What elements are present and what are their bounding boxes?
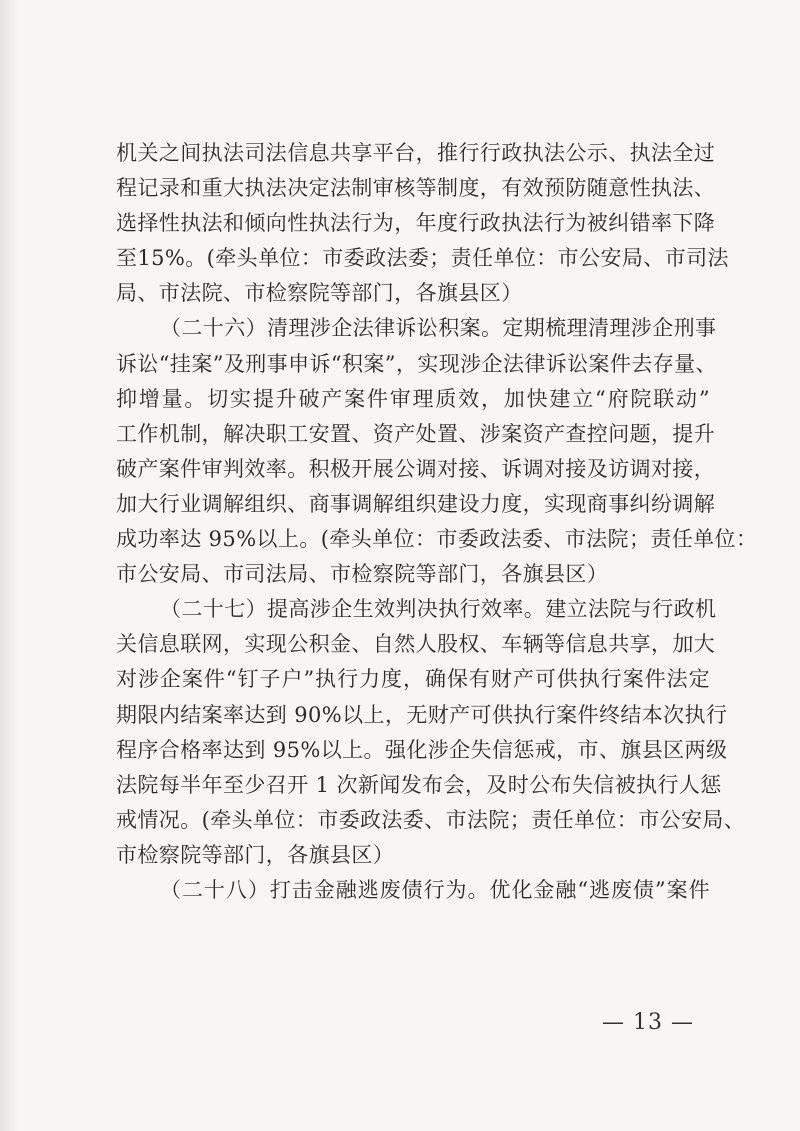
section-heading-28: （二十八）打击金融逃废债行为。优化金融“逃废债”案件 [160, 877, 710, 902]
text-line: 程记录和重大执法决定法制审核等制度，有效预防随意性执法、 [116, 176, 716, 201]
text-line: 法院每半年至少召开 1 次新闻发布会，及时公布失信被执行人惩 [116, 772, 722, 797]
text-line: 戒情况。(牵头单位：市委政法委、市法院；责任单位：市公安局、 [116, 807, 746, 832]
text-line: 期限内结案率达到 90%以上，无财产可供执行案件终结本次执行 [116, 702, 728, 727]
body-text [116, 136, 758, 908]
text-line: 程序合格率达到 95%以上。强化涉企失信惩戒，市、旗县区两级 [116, 737, 728, 762]
text-line: 工作机制，解决职工安置、资产处置、涉案资产查控问题，提升 [116, 421, 716, 446]
text-line: 抑增量。切实提升破产案件审理质效，加快建立“府院联动” [116, 386, 710, 411]
text-line: 至15%。(牵头单位：市委政法委；责任单位：市公安局、市司法 [116, 246, 729, 271]
text-line: 市检察院等部门，各旗县区） [116, 842, 395, 867]
text-line: 市公安局、市司法局、市检察院等部门，各旗县区） [116, 562, 609, 587]
section-heading-26: （二十六）清理涉企法律诉讼积案。定期梳理清理涉企刑事 [160, 316, 717, 341]
text-line: 破产案件审判效率。积极开展公调对接、诉调对接及访调对接， [116, 456, 716, 481]
text-line: 局、市法院、市检察院等部门，各旗县区） [116, 281, 523, 306]
text-line: 加大行业调解组织、商事调解组织建设力度，实现商事纠纷调解 [116, 491, 716, 516]
text-line: 成功率达 95%以上。(牵头单位：市委政法委、市法院；责任单位： [116, 527, 758, 552]
text-line: 诉讼“挂案”及刑事申诉“积案”，实现涉企法律诉讼案件去存量、 [116, 351, 717, 376]
section-heading-27: （二十七）提高涉企生效判决执行效率。建立法院与行政机 [160, 597, 717, 622]
text-line: 机关之间执法司法信息共享平台，推行行政执法公示、执法全过 [116, 141, 716, 165]
text-line: 对涉企案件“钉子户”执行力度，确保有财产可供执行案件法定 [116, 667, 710, 692]
page-number: — 13 — [602, 1010, 694, 1035]
text-line: 关信息联网，实现公积金、自然人股权、车辆等信息共享，加大 [116, 632, 716, 657]
text-line: 选择性执法和倾向性执法行为，年度行政执法行为被纠错率下降 [116, 211, 716, 236]
